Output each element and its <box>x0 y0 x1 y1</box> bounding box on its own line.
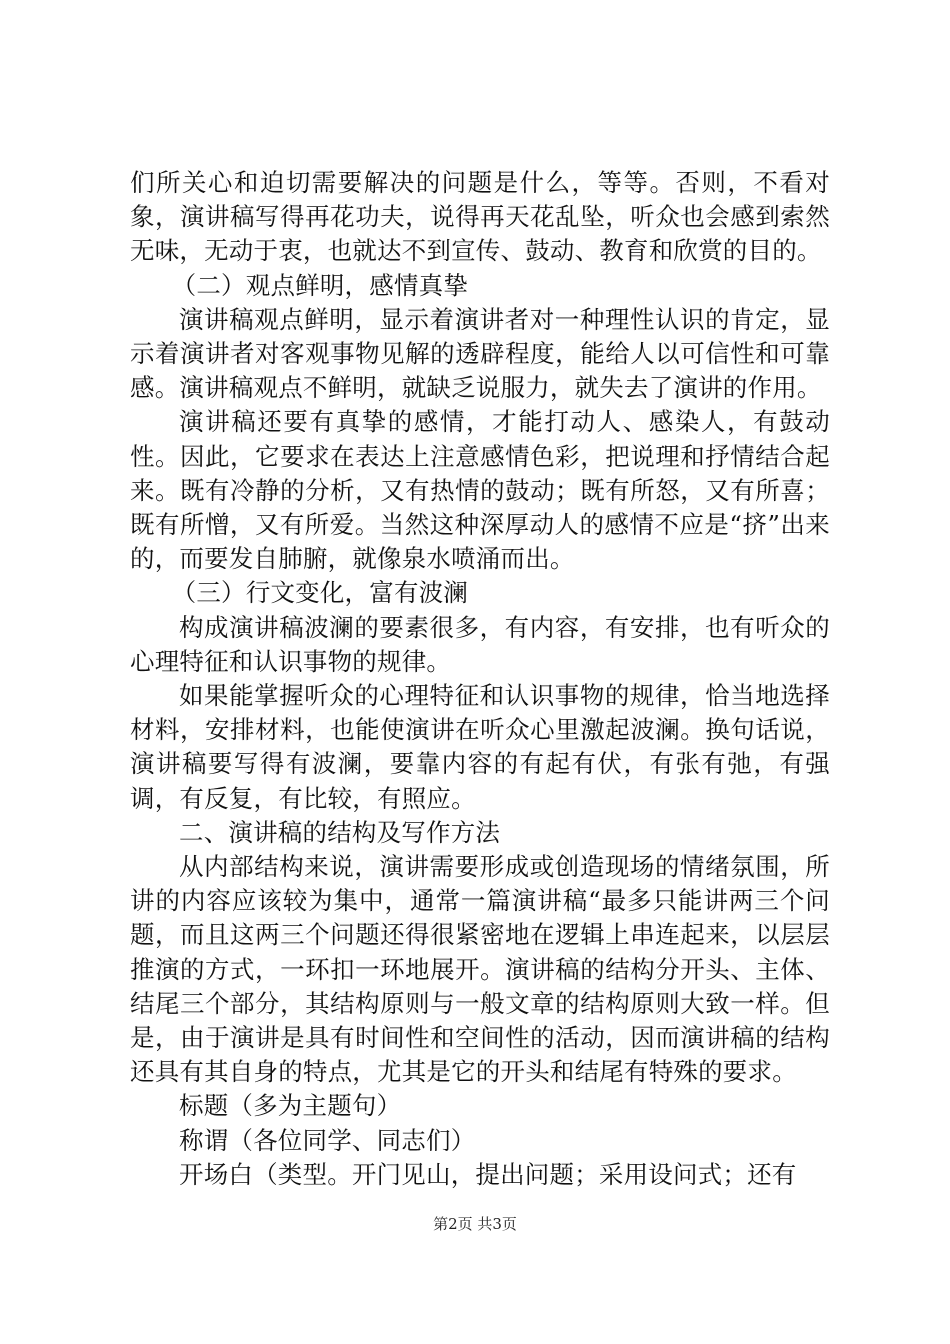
outline-item-opening: 开场白（类型。开门见山，提出问题；采用设问式；还有 <box>179 1159 797 1189</box>
section-heading-viewpoint: （二）观点鲜明，感情真挚 <box>171 270 469 300</box>
paragraph-continuation: 们所关心和迫切需要解决的问题是什么，等等。否则，不看对象，演讲稿写得再花功夫，说得再天花乱坠，听众也会感到索然无味，无动于衷，也就达不到宣传、鼓动、教育和欣赏的目的。 <box>130 168 830 266</box>
page-number-label: 第2页 共3页 <box>433 1215 517 1233</box>
outline-item-salutation: 称谓（各位同学、同志们） <box>179 1125 476 1155</box>
paragraph-wave-method: 如果能掌握听众的心理特征和认识事物的规律，恰当地选择材料，安排材料，也能使演讲在听众心里激起波澜。换句话说，演讲稿要写得有波澜，要靠内容的有起有伏，有张有弛，有强调，有反复，有比较，有照应。 <box>130 681 830 813</box>
paragraph-structure: 从内部结构来说，演讲需要形成或创造现场的情绪氛围，所讲的内容应该较为集中，通常一篇演讲稿“最多只能讲两三个问题，而且这两三个问题还得很紧密地在逻辑上串连起来，以层层推演的方式，一环扣一环地展开。演讲稿的结构分开头、主体、结尾三个部分，其结构原则与一般文章的结构原则大致一样。但是，由于演讲是具有时间性和空间性的活动，因而演讲稿的结构还具有其自身的特点，尤其是它的开头和结尾有特殊的要求。 <box>130 852 830 1087</box>
paragraph-wave-elements: 构成演讲稿波澜的要素很多，有内容，有安排，也有听众的心理特征和认识事物的规律。 <box>130 612 830 676</box>
document-body <box>130 166 830 1192</box>
section-heading-structure: 二、演讲稿的结构及写作方法 <box>179 817 501 847</box>
paragraph-viewpoint: 演讲稿观点鲜明，显示着演讲者对一种理性认识的肯定，显示着演讲者对客观事物见解的透辟程度，能给人以可信性和可靠感。演讲稿观点不鲜明，就缺乏说服力，就失去了演讲的作用。 <box>130 304 830 403</box>
section-heading-variation: （三）行文变化，富有波澜 <box>171 578 469 608</box>
paragraph-emotion: 演讲稿还要有真挚的感情，才能打动人、感染人，有鼓动性。因此，它要求在表达上注意感情色彩，把说理和抒情结合起来。既有冷静的分析，又有热情的鼓动；既有所怒，又有所喜；既有所憎，又有所爱。当然这种深厚动人的感情不应是“挤”出来的，而要发自肺腑，就像泉水喷涌而出。 <box>130 407 830 574</box>
outline-item-title: 标题（多为主题句） <box>179 1091 402 1121</box>
page-footer <box>0 1214 950 1234</box>
